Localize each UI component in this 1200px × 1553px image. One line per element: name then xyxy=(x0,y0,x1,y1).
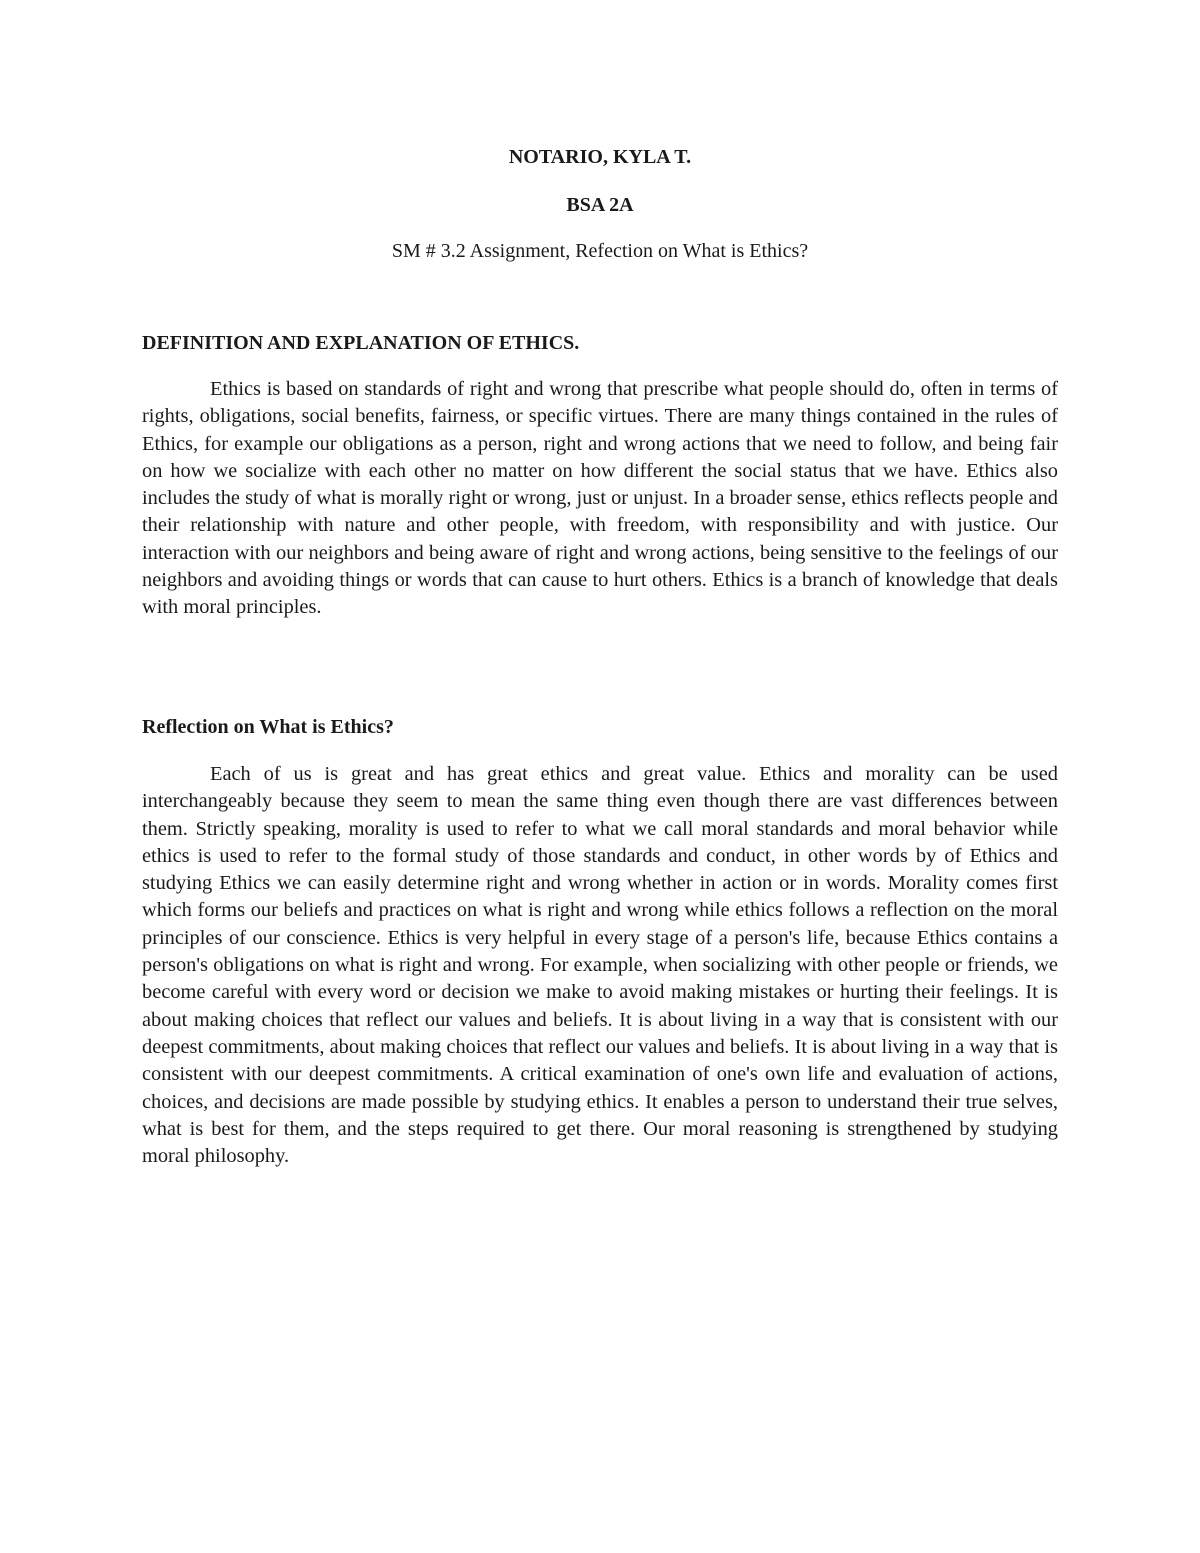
reflection-heading: Reflection on What is Ethics? xyxy=(142,716,394,738)
author-name: NOTARIO, KYLA T. xyxy=(508,146,692,168)
definition-heading: DEFINITION AND EXPLANATION OF ETHICS. xyxy=(142,332,580,354)
class-section: BSA 2A xyxy=(566,194,634,216)
assignment-title: SM # 3.2 Assignment, Refection on What is Ethics? xyxy=(391,240,809,262)
definition-paragraph: Ethics is based on standards of right and wrong that prescribe what people should do, often in terms of rights, obligations, social benefits, fairness, or specific virtues. There are many things contained in the rules of Ethics, for example our obligations as a person, right and wrong actions that we need to follow, and being fair on how we socialize with each other no matter on how different the social status that we have. Ethics also includes the study of what is morally right or wrong, just or unjust. In a broader sense, ethics reflects people and their relationship with nature and other people, with freedom, with responsibility and with justice. Our interaction with our neighbors and being aware of right and wrong actions, being sensitive to the feelings of our neighbors and avoiding things or words that can cause to hurt others. Ethics is a branch of knowledge that deals with moral principles. xyxy=(142,378,1058,619)
reflection-paragraph: Each of us is great and has great ethics and great value. Ethics and morality can be used interchangeably because they seem to mean the same thing even though there are vast differences between them. Strictly speaking, morality is used to refer to what we call moral standards and moral behavior while ethics is used to refer to the formal study of those standards and conduct, in other words by of Ethics and studying Ethics we can easily determine right and wrong whether in action or in words. Morality comes first which forms our beliefs and practices on what is right and wrong while ethics follows a reflection on the moral principles of our conscience. Ethics is very helpful in every stage of a person's life, because Ethics contains a person's obligations on what is right and wrong. For example, when socializing with other people or friends, we become careful with every word or decision we make to avoid making mistakes or hurting their feelings. It is about making choices that reflect our values and beliefs. It is about living in a way that is consistent with our deepest commitments, about making choices that reflect our values and beliefs. It is about living in a way that is consistent with our deepest commitments. A critical examination of one's own life and evaluation of actions, choices, and decisions are made possible by studying ethics. It enables a person to understand their true selves, what is best for them, and the steps required to get there. Our moral reasoning is strengthened by studying moral philosophy. xyxy=(142,763,1058,1168)
